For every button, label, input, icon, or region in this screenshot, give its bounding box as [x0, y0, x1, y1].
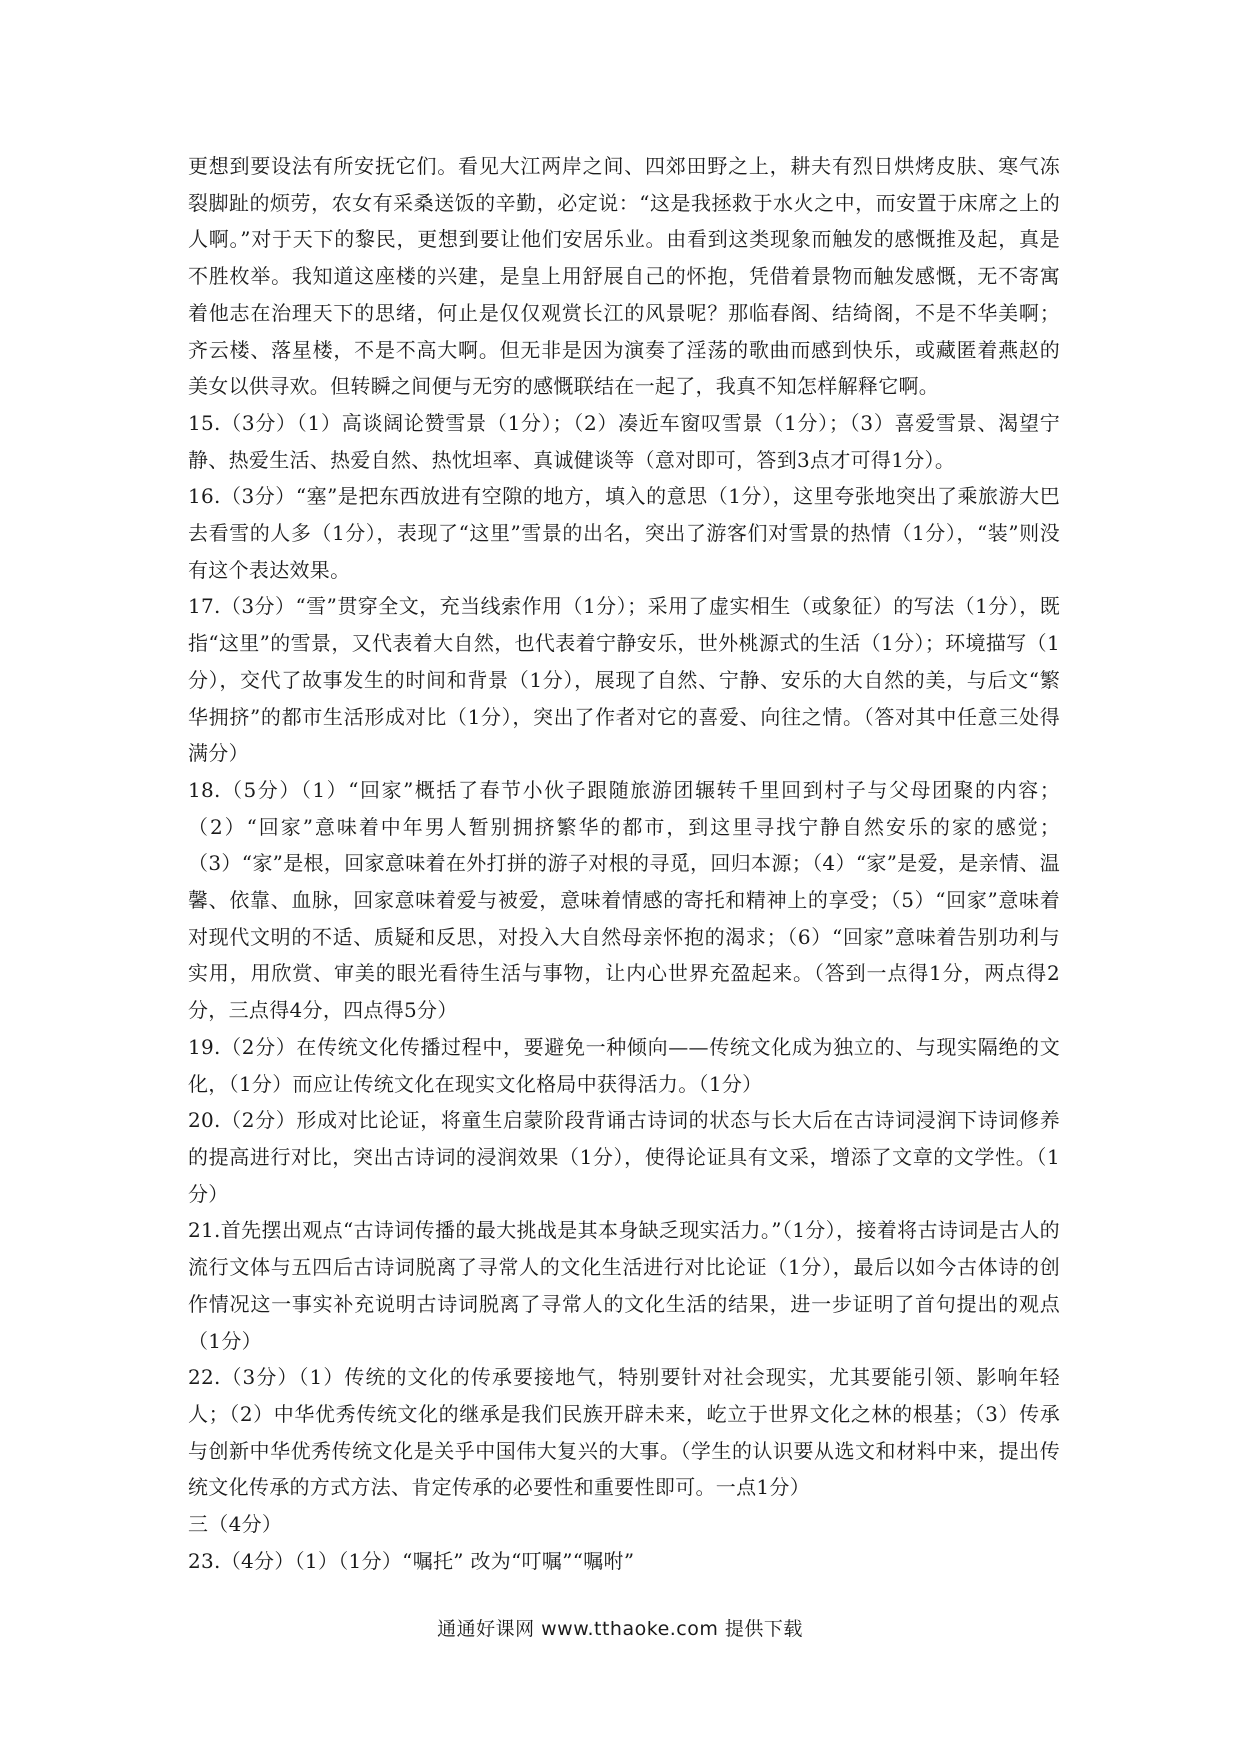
answer-17: 17.（3分）“雪”贯穿全文，充当线索作用（1分）；采用了虚实相生（或象征）的写法（1分），既指“这里”的雪景，又代表着大自然，也代表着宁静安乐，世外桃源式的生活（1分）；环境描写（1分），交代了故事发生的时间和背景（1分），展现了自然、宁静、安乐的大自然的美，与后文“繁华拥挤”的都市生活形成对比（1分），突出了作者对它的喜爱、向往之情。（答对其中任意三处得满分） [188, 594, 1060, 766]
answer-21: 21.首先摆出观点“古诗词传播的最大挑战是其本身缺乏现实活力。”（1分），接着将古诗词是古人的流行文体与五四后古诗词脱离了寻常人的文化生活进行对比论证（1分），最后以如今古体诗的创作情况这一事实补充说明古诗词脱离了寻常人的文化生活的结果，进一步证明了首句提出的观点（1分） [188, 1218, 1060, 1353]
answer-16: 16.（3分）“塞”是把东西放进有空隙的地方，填入的意思（1分），这里夸张地突出了乘旅游大巴去看雪的人多（1分），表现了“这里”雪景的出名，突出了游客们对雪景的热情（1分），“装”则没有这个表达效果。 [188, 484, 1060, 582]
answer-15: 15.（3分）（1）高谈阔论赞雪景（1分）；（2）凑近车窗叹雪景（1分）；（3）喜爱雪景、渴望宁静、热爱生活、热爱自然、热忱坦率、真诚健谈等（意对即可，答到3点才可得1分）。 [188, 410, 1060, 472]
answer-19: 19.（2分）在传统文化传播过程中，要避免一种倾向——传统文化成为独立的、与现实隔绝的文化，（1分）而应让传统文化在现实文化格局中获得活力。（1分） [188, 1034, 1060, 1096]
translation-paragraph: 更想到要设法有所安抚它们。看见大江两岸之间、四郊田野之上，耕夫有烈日烘烤皮肤、寒气冻裂脚趾的烦劳，农女有采桑送饭的辛勤，必定说：“这是我拯救于水火之中，而安置于床席之上的人啊。”对于天下的黎民，更想到要让他们安居乐业。由看到这类现象而触发的感慨推及起，真是不胜枚举。我知道这座楼的兴建，是皇上用舒展自己的怀抱，凭借着景物而触发感慨，无不寄寓着他志在治理天下的思绪，何止是仅仅观赏长江的风景呢？那临春阁、结绮阁，不是不华美啊；齐云楼、落星楼，不是不高大啊。但无非是因为演奏了淫荡的歌曲而感到快乐，或藏匿着燕赵的美女以供寻欢。但转瞬之间便与无穷的感慨联结在一起了，我真不知怎样解释它啊。 [188, 154, 1060, 399]
answer-text-body [188, 148, 1060, 1579]
answer-18: 18.（5分）（1）“回家”概括了春节小伙子跟随旅游团辗转千里回到村子与父母团聚的内容；（2）“回家”意味着中年男人暂别拥挤繁华的都市，到这里寻找宁静自然安乐的家的感觉；（3）“家”是根，回家意味着在外打拼的游子对根的寻觅，回归本源；（4）“家”是爱，是亲情、温馨、依靠、血脉，回家意味着爱与被爱，意味着情感的寄托和精神上的享受；（5）“回家”意味着对现代文明的不适、质疑和反思，对投入大自然母亲怀抱的渴求；（6）“回家”意味着告别功利与实用，用欣赏、审美的眼光看待生活与事物，让内心世界充盈起来。（答到一点得1分，两点得2分，三点得4分，四点得5分） [188, 777, 1060, 1023]
answer-23: 23.（4分）（1）（1分）“嘱托” 改为“叮嘱”“嘱咐” [188, 1548, 635, 1573]
section-three-heading: 三（4分） [188, 1512, 283, 1537]
answer-22: 22.（3分）（1）传统的文化的传承要接地气，特别要针对社会现实，尤其要能引领、影响年轻人；（2）中华优秀传统文化的继承是我们民族开辟未来，屹立于世界文化之林的根基；（3）传承与创新中华优秀传统文化是关乎中国伟大复兴的大事。（学生的认识要从选文和材料中来，提出传统文化传承的方式方法、肯定传承的必要性和重要性即可。一点1分） [188, 1365, 1060, 1500]
footer-source-note: 通通好课网 www.tthaoke.com 提供下载 [437, 1618, 803, 1640]
answer-20: 20.（2分）形成对比论证，将童生启蒙阶段背诵古诗词的状态与长大后在古诗词浸润下诗词修养的提高进行对比，突出古诗词的浸润效果（1分），使得论证具有文采，增添了文章的文学性。（1分） [188, 1108, 1060, 1206]
